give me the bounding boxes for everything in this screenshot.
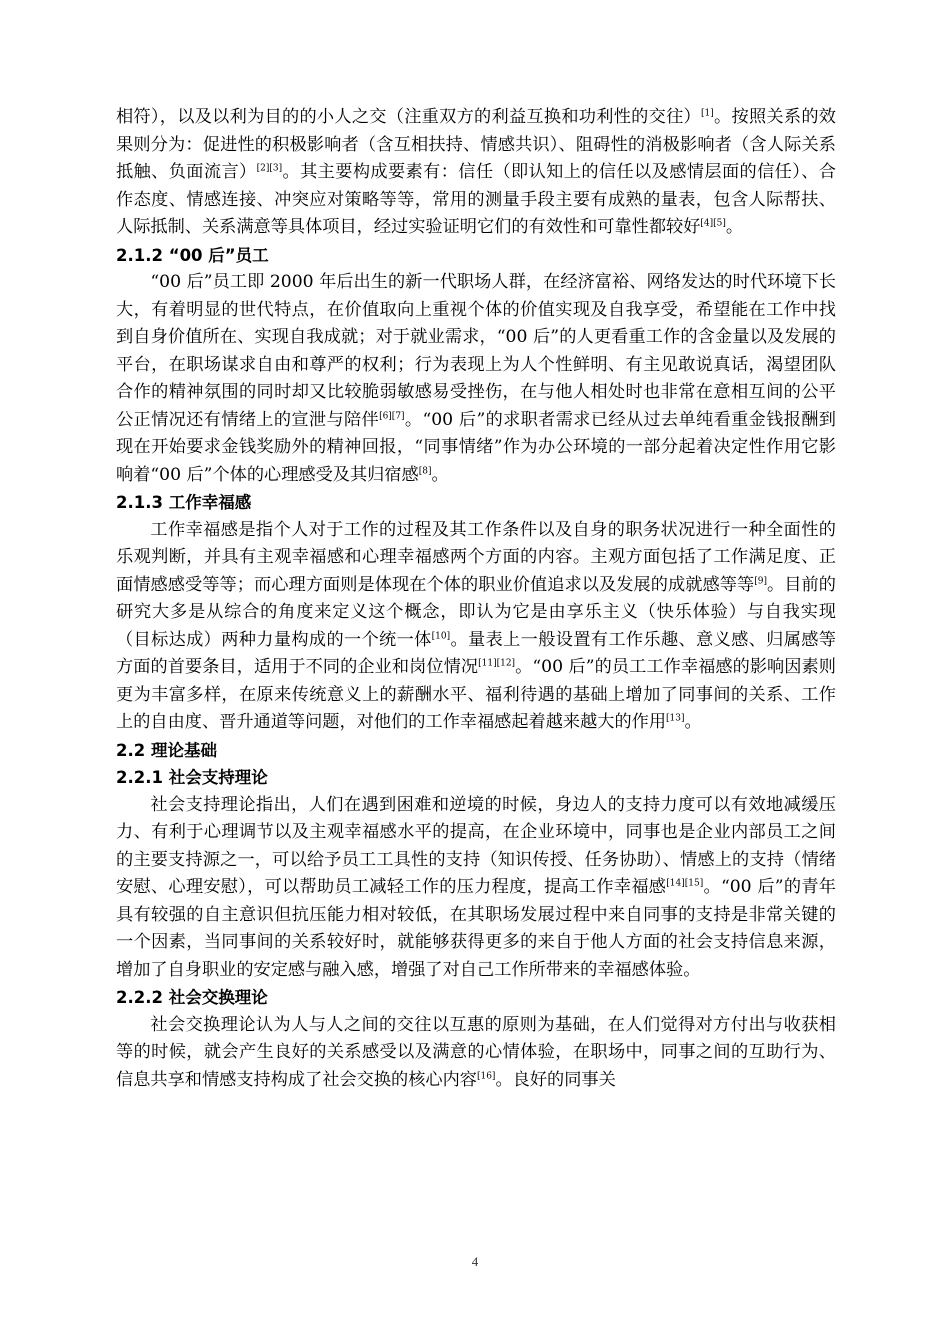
text-run: 。其主要构成要素有：信任（即认知上的信任以及感情层面的信任）、合作态度、情感连接、冲突应对策略等等，常用的测量手段主要有成熟的量表，包含人际帮扶、人际抵制、关系满意等具体项目，经过实验证明它们的有效性和可靠性都较好 [116,162,836,237]
text-run: 。良好的同事关 [495,1069,616,1090]
section-heading-2-2-1: 2.2.1 社会支持理论 [116,768,268,787]
citation: [2][3] [256,163,283,174]
section-heading-2-1-3: 2.1.3 工作幸福感 [116,493,252,512]
paragraph-work-wellbeing [116,517,836,737]
text-run: 。 [725,217,744,237]
text-run: 。按照关系的效果则分为：促进性的积极影响者（含互相扶持、情感共识）、阻碍性的消极影响者（含人际关系抵触、负面流言） [116,107,836,182]
citation: [4][5] [700,218,726,229]
citation: [9] [754,575,767,586]
citation: [6][7] [379,410,405,421]
citation: [13] [666,713,685,724]
citation: [11][12] [478,658,516,669]
citation: [10] [431,630,451,641]
paragraph-social-support-theory [116,792,836,985]
text-run: 。 [684,712,702,732]
text-run: 。目前的研究大多是从综合的角度来定义这个概念，即认为它是由享乐主义（快乐体验）与自我实现（目标达成）两种力量构成的一个统一体 [116,574,836,650]
section-heading-2-2: 2.2 理论基础 [116,740,217,760]
section-heading-2-1-2: 2.1.2 “00 后”员工 [116,245,269,265]
citation: [8] [418,465,432,476]
paragraph-post-00s-employees [116,269,836,489]
text-run: 社会交换理论认为人与人之间的交往以互惠的原则为基础，在人们觉得对方付出与收获相等的时候，就会产生良好的关系感受以及满意的心情体验，在职场中，同事之间的互助行为、信息共享和情感支持构成了社会交换的核心内容 [116,1014,836,1090]
citation: [16] [476,1070,496,1081]
text-run: 社会支持理论指出，人们在遇到困难和逆境的时候，身边人的支持力度可以有效地减缓压力、有利于心理调节以及主观幸福感水平的提高，在企业环境中，同事也是企业内部员工之间的主要支持源之一，可以给予员工工具性的支持（知识传授、任务协助）、情感上的支持（情绪安慰、心理安慰），可以帮助员工减轻工作的压力程度，提高工作幸福感 [116,794,836,897]
text-run: 相符），以及以利为目的的小人之交（注重双方的利益互换和功利性的交往） [116,107,702,127]
text-run: 。“00 后”的员工工作幸福感的影响因素则更为丰富多样，在原来传统意义上的薪酬水平、福利待遇的基础上增加了同事间的关系、工作上的自由度、晋升通道等问题，对他们的工作幸福感起着越来越大的作用 [116,657,836,732]
text-run: 。“00 后”的青年具有较强的自主意识但抗压能力相对较低，在其职场发展过程中来自同事的支持是非常关键的一个因素，当同事间的关系较好时，就能够获得更多的来自于他人方面的社会支持信息来源，增加了自身职业的安定感与融入感，增强了对自己工作所带来的幸福感体验。 [116,877,836,980]
text-run: “00 后”员工即 2000 年后出生的新一代职场人群，在经济富裕、网络发达的时代环境下长大，有着明显的世代特点，在价值取向上重视个体的价值实现及自我享受，希望能在工作中找到自身价值所在、实现自我成就；对于就业需求，“00 后”的人更看重工作的含金量以及发展的平台，在职场谋求自由和尊严的权利；行为表现上为人个性鲜明、有主见敢说真话，渴望团队合作的精神氛围的同时却又比较脆弱敏感易受挫伤，在与他人相处时也非常在意相互间的公平公正情况还有情绪上的宣泄与陪伴 [116,272,836,430]
paragraph-relationship-types [116,104,836,242]
text-run: 。量表上一般设置有工作乐趣、意义感、归属感等方面的首要条目，适用于不同的企业和岗位情况 [116,629,836,677]
citation: [1] [701,108,714,119]
text-run: 工作幸福感是指个人对于工作的过程及其工作条件以及自身的职务状况进行一种全面性的乐观判断，并具有主观幸福感和心理幸福感两个方面的内容。主观方面包括了工作满足度、正面情感感受等等；而心理方面则是体现在个体的职业价值追求以及发展的成就感等等 [116,519,836,595]
paragraph-social-exchange-theory [116,1012,836,1095]
document-page [116,104,836,1094]
page-number: 4 [471,1254,479,1269]
text-run: 。 [431,464,449,485]
section-heading-2-2-2: 2.2.2 社会交换理论 [116,988,268,1007]
text-run: 。“00 后”的求职者需求已经从过去单纯看重金钱报酬到现在开始要求金钱奖励外的精神回报，“同事情绪”作为办公环境的一部分起着决定性作用它影响着“00 后”个体的心理感受及其归宿感 [116,409,836,485]
citation: [14][15] [666,878,704,889]
